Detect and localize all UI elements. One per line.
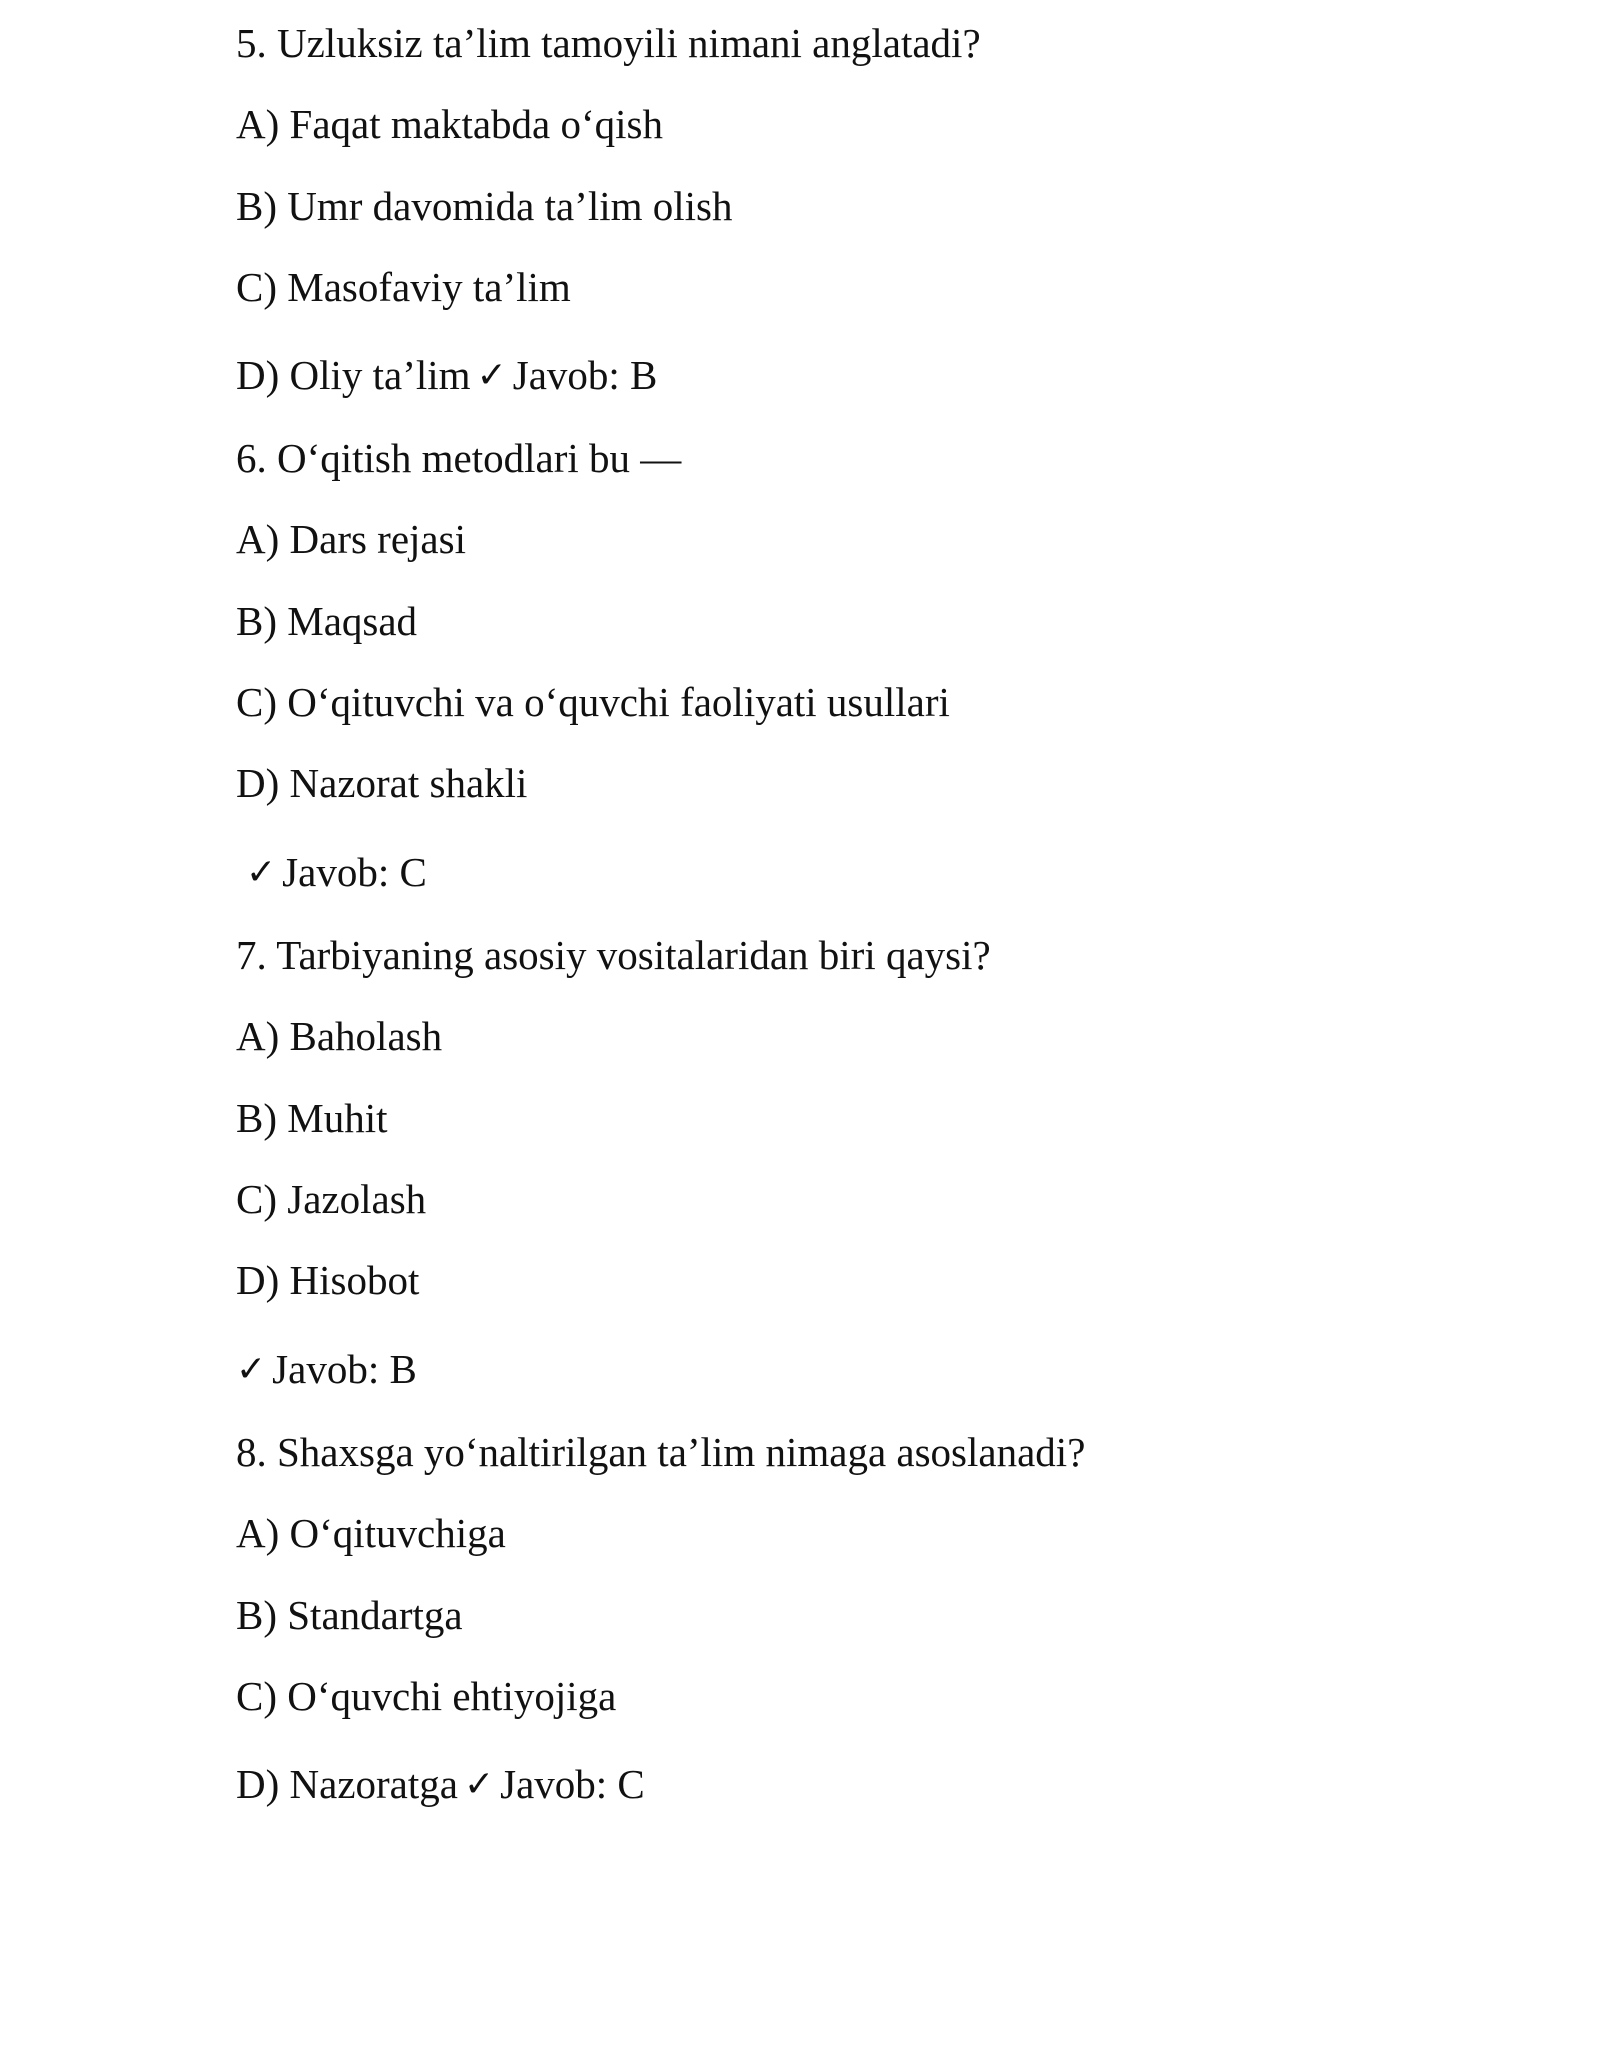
q8-answer: Javob: C [500, 1761, 645, 1807]
q5-option-b: B) Umr davomida ta’lim olish [236, 183, 733, 229]
q7-option-c: C) Jazolash [236, 1176, 427, 1222]
q7-answer: Javob: B [272, 1346, 417, 1392]
question-6: 6. O‘qitish metodlari bu — [236, 435, 682, 481]
q5-option-d-row [236, 350, 657, 401]
check-mark-icon: ✓ [246, 852, 277, 893]
q6-option-c: C) O‘qituvchi va o‘quvchi faoliyati usullari [236, 679, 950, 725]
q5-answer: Javob: B [512, 352, 658, 398]
q7-option-d: D) Hisobot [236, 1257, 420, 1303]
q7-answer-row [236, 1344, 417, 1395]
q8-option-c: C) O‘quvchi ehtiyojiga [236, 1673, 617, 1719]
q6-answer: Javob: C [282, 849, 427, 895]
q7-option-b: B) Muhit [236, 1095, 388, 1141]
check-mark-icon: ✓ [236, 1349, 267, 1390]
check-mark-icon: ✓ [476, 355, 507, 396]
check-mark-icon: ✓ [463, 1764, 495, 1805]
q5-option-d: D) Oliy ta’lim [236, 352, 471, 398]
q6-option-d: D) Nazorat shakli [236, 760, 528, 806]
q7-option-a: A) Baholash [236, 1013, 443, 1059]
q6-answer-row [246, 847, 427, 898]
question-7: 7. Tarbiyaning asosiy vositalaridan biri qaysi? [236, 932, 991, 978]
q8-option-b: B) Standartga [236, 1592, 463, 1638]
q5-option-c: C) Masofaviy ta’lim [236, 264, 571, 310]
question-5: 5. Uzluksiz ta’lim tamoyili nimani anglatadi? [236, 20, 981, 66]
q6-option-a: A) Dars rejasi [236, 516, 466, 562]
q6-option-b: B) Maqsad [236, 598, 418, 644]
question-8: 8. Shaxsga yo‘naltirilgan ta’lim nimaga asoslanadi? [236, 1429, 1086, 1475]
q8-option-d-row [236, 1759, 645, 1810]
q5-option-a: A) Faqat maktabda o‘qish [236, 101, 663, 147]
q8-option-a: A) O‘qituvchiga [236, 1510, 506, 1556]
q8-option-d: D) Nazoratga [236, 1761, 458, 1807]
